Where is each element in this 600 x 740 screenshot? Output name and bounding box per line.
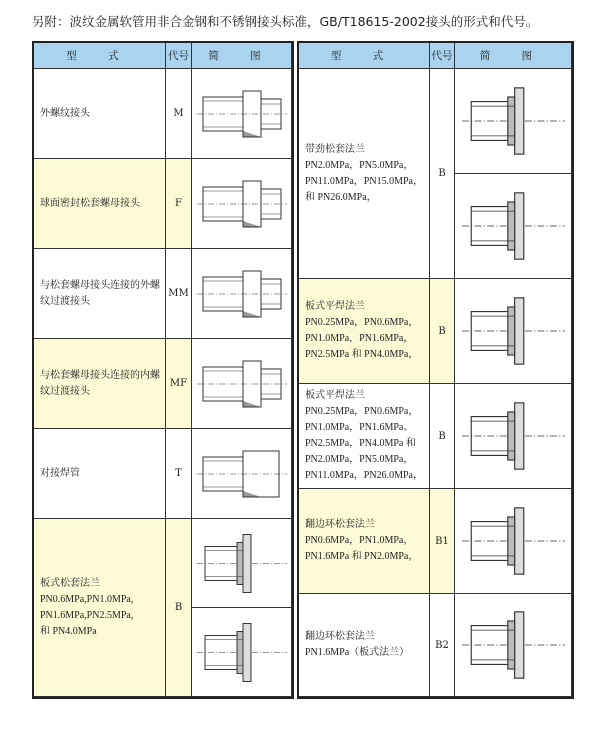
- cell-text: 板式平焊法兰: [305, 301, 365, 312]
- fitting-diagram: [460, 501, 567, 581]
- cell-text: PN11.0MPa，PN26.0MPa，: [305, 470, 423, 481]
- cell-text: PN0.6MPa,PN1.0MPa,: [40, 593, 134, 605]
- cell-text: PN1.0MPa，PN1.6MPa，: [305, 333, 414, 344]
- fitting-diagram: [460, 81, 567, 161]
- diagram-cell: [192, 608, 292, 697]
- code-cell: [430, 384, 455, 489]
- cell-text: PN0.25MPa，PN0.6MPa，: [305, 406, 419, 417]
- cell-text: PN2.5MPa，PN4.0MPa 和: [305, 438, 416, 449]
- code-cell: [166, 159, 192, 249]
- cell-text: 与松套螺母接头连接的内螺纹过渡接头: [40, 369, 160, 397]
- cell-text: PN1.6MPa,PN2.5MPa,: [40, 609, 134, 621]
- cell-text: B: [438, 325, 446, 337]
- cell-text: 和 PN26.0MPa，: [305, 191, 377, 203]
- type-text-block: [305, 388, 423, 484]
- cell-text: F: [175, 198, 182, 209]
- cell-text: MF: [169, 378, 188, 389]
- fitting-diagram: [197, 435, 287, 513]
- type-cell: [34, 69, 166, 159]
- cell-text: 球面密封松套螺母接头: [40, 197, 140, 209]
- diagram-cell: [455, 174, 572, 279]
- type-cell: [34, 429, 166, 519]
- cell-text: PN2.0MPa，PN5.0MPa，: [305, 454, 414, 465]
- type-cell: [299, 594, 430, 697]
- code-cell: [166, 339, 192, 429]
- cell-text: PN1.6MPa 和 PN2.0MPa，: [305, 551, 419, 562]
- type-text-block: [40, 576, 133, 640]
- cell-text: PN1.6MPa（板式法兰）: [305, 647, 410, 658]
- cell-text: B: [174, 602, 183, 613]
- cell-text: 翻边环松套法兰: [305, 631, 375, 642]
- cell-text: T: [175, 468, 182, 479]
- fitting-diagram: [197, 345, 287, 423]
- fitting-diagram: [197, 525, 287, 602]
- diagram-cell: [455, 279, 572, 384]
- cell-text: B: [438, 430, 446, 442]
- diagram-cell: [192, 429, 292, 519]
- type-cell: [34, 249, 166, 339]
- code-cell: [430, 279, 455, 384]
- header-code: [430, 43, 455, 69]
- fitting-diagram: [197, 255, 287, 333]
- code-cell: [166, 429, 192, 519]
- code-cell: [430, 594, 455, 697]
- cell-text: PN0.6MPa，PN1.0MPa，: [305, 535, 414, 546]
- cell-text: PN1.0MPa，PN1.6MPa、: [305, 422, 414, 433]
- cell-text: 型 式: [66, 50, 133, 62]
- fitting-diagram: [197, 614, 287, 691]
- cell-text: PN2.5MPa 和 PN4.0MPa，: [305, 349, 419, 360]
- cell-text: B1: [435, 535, 449, 547]
- cell-text: M: [173, 108, 184, 119]
- type-cell: [34, 339, 166, 429]
- type-cell: [299, 69, 430, 279]
- header-diagram: [455, 43, 572, 69]
- code-cell: [166, 249, 192, 339]
- type-text-block: [40, 106, 90, 122]
- cell-text: PN11.0MPa，PN15.0MPa，: [305, 175, 423, 187]
- fitting-diagram: [460, 605, 567, 685]
- type-cell: [299, 489, 430, 594]
- cell-text: 对接焊管: [40, 467, 80, 479]
- cell-text: 带劲松套法兰: [305, 143, 365, 155]
- code-cell: [430, 489, 455, 594]
- diagram-cell: [192, 519, 292, 608]
- right-table: [297, 41, 574, 699]
- cell-text: PN2.0MPa，PN5.0MPa，: [305, 159, 414, 171]
- cell-text: 和 PN4.0MPa: [40, 625, 97, 637]
- diagram-cell: [192, 159, 292, 249]
- type-text-block: [305, 629, 409, 661]
- cell-text: B: [438, 168, 446, 179]
- type-cell: [299, 384, 430, 489]
- type-cell: [34, 159, 166, 249]
- cell-text: 简 图: [208, 50, 275, 62]
- cell-text: 与松套螺母接头连接的外螺纹过渡接头: [40, 279, 160, 307]
- left-table: [32, 41, 294, 699]
- type-text-block: [40, 196, 140, 212]
- diagram-cell: [455, 69, 572, 174]
- fitting-diagram: [197, 165, 287, 243]
- code-cell: [430, 69, 455, 279]
- cell-text: 板式松套法兰: [40, 577, 100, 589]
- fitting-diagram: [460, 291, 567, 371]
- cell-text: 代号: [168, 50, 189, 62]
- cell-text: B2: [435, 639, 449, 651]
- type-cell: [299, 279, 430, 384]
- cell-text: 外螺纹接头: [40, 107, 90, 119]
- cell-text: 简 图: [479, 50, 547, 62]
- diagram-cell: [455, 489, 572, 594]
- code-cell: [166, 519, 192, 697]
- cell-text: MM: [168, 288, 189, 299]
- code-cell: [166, 69, 192, 159]
- type-text-block: [305, 299, 418, 363]
- fitting-diagram: [197, 75, 287, 153]
- diagram-cell: [192, 339, 292, 429]
- fitting-diagram: [460, 186, 567, 266]
- type-text-block: [305, 142, 423, 206]
- fitting-diagram: [460, 396, 567, 476]
- type-text-block: [40, 278, 165, 310]
- cell-text: 代号: [431, 50, 453, 62]
- page-title: 另附：波纹金属软管用非合金钢和不锈钢接头标准，GB/T18615-2002接头的形式和代号。: [32, 14, 539, 29]
- type-text-block: [40, 466, 80, 482]
- header-code: [166, 43, 192, 69]
- cell-text: 翻边环松套法兰: [305, 519, 375, 530]
- header-diagram: [192, 43, 292, 69]
- cell-text: 板式平焊法兰: [305, 390, 365, 401]
- type-text-block: [305, 517, 418, 565]
- type-text-block: [40, 368, 165, 400]
- diagram-cell: [192, 69, 292, 159]
- type-cell: [34, 519, 166, 697]
- header-type: [299, 43, 430, 69]
- diagram-cell: [455, 384, 572, 489]
- cell-text: PN0.25MPa，PN0.6MPa，: [305, 317, 419, 328]
- diagram-cell: [192, 249, 292, 339]
- header-type: [34, 43, 166, 69]
- cell-text: 型 式: [330, 50, 398, 62]
- diagram-cell: [455, 594, 572, 697]
